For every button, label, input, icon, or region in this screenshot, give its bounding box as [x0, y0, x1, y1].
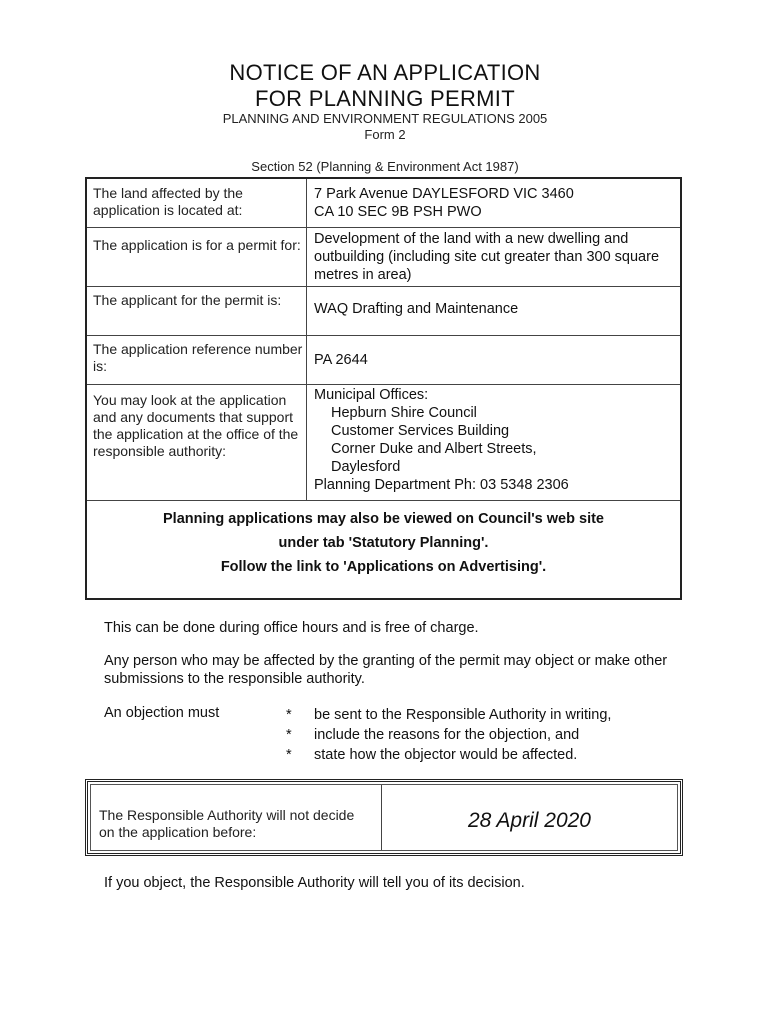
list-item	[286, 745, 611, 765]
reference-value: PA 2644	[314, 352, 368, 368]
decision-date-value: 28 April 2020	[468, 809, 591, 832]
regulations-subtitle: PLANNING AND ENVIRONMENT REGULATIONS 2005	[222, 111, 548, 126]
table-row-location	[87, 179, 680, 228]
form-number: Form 2	[364, 127, 406, 142]
objection-requirements-list	[286, 705, 611, 765]
table-row-reference	[87, 335, 680, 385]
list-item-text: include the reasons for the objection, and	[314, 727, 580, 743]
title-line-1: NOTICE OF AN APPLICATION	[229, 60, 541, 85]
list-item-text: state how the objector would be affected.	[314, 747, 578, 763]
street-address: Corner Duke and Albert Streets,	[331, 441, 537, 457]
reference-label: The application reference number is:	[93, 341, 303, 374]
town-name: Daylesford	[331, 459, 401, 475]
website-notice-line: Planning applications may also be viewed on Council's web site	[163, 511, 604, 527]
office-heading: Municipal Offices:	[314, 387, 429, 403]
parcel-line: CA 10 SEC 9B PSH PWO	[314, 204, 482, 220]
website-notice-line: Follow the link to 'Applications on Advertising'.	[220, 559, 547, 575]
decision-date-inner-border	[90, 784, 678, 851]
list-item	[286, 725, 611, 745]
purpose-label: The application is for a permit for:	[93, 237, 301, 253]
bullet-marker: *	[286, 747, 292, 763]
closing-text: If you object, the Responsible Authority will tell you of its decision.	[104, 875, 525, 891]
department-phone: Planning Department Ph: 03 5348 2306	[314, 477, 569, 493]
decision-date-label: The Responsible Authority will not decide on the application before:	[99, 807, 355, 840]
applicant-value: WAQ Drafting and Maintenance	[314, 301, 519, 317]
objection-requirements-label: An objection must	[104, 705, 220, 721]
address-line: 7 Park Avenue DAYLESFORD VIC 3460	[314, 186, 574, 202]
objection-intro-text: Any person who may be affected by the granting of the permit may object or make other submissions to the responsible authority.	[104, 653, 668, 687]
website-notice-line: under tab 'Statutory Planning'.	[278, 535, 489, 551]
table-row-inspection	[87, 384, 680, 501]
purpose-value: Development of the land with a new dwelling and outbuilding (including site cut greater than 300 square metres in area)	[314, 231, 660, 283]
bullet-marker: *	[286, 707, 292, 723]
location-label: The land affected by the application is located at:	[93, 185, 243, 218]
table-row-purpose	[87, 227, 680, 287]
act-section: Section 52 (Planning & Environment Act 1987)	[251, 159, 519, 174]
applicant-label: The applicant for the permit is:	[93, 292, 282, 308]
building-name: Customer Services Building	[331, 423, 510, 439]
list-item	[286, 705, 611, 725]
application-details-table	[85, 177, 682, 600]
table-row-applicant	[87, 286, 680, 336]
bullet-marker: *	[286, 727, 292, 743]
list-item-text: be sent to the Responsible Authority in writing,	[314, 707, 612, 723]
office-hours-text: This can be done during office hours and is free of charge.	[104, 620, 479, 636]
council-name: Hepburn Shire Council	[331, 405, 477, 421]
inspection-value	[314, 386, 684, 494]
inspection-label: You may look at the application and any documents that support the application at the office of the responsible authority:	[93, 392, 299, 459]
decision-date-box	[85, 779, 683, 856]
website-notice	[87, 507, 680, 579]
location-value	[314, 185, 684, 221]
title-line-2: FOR PLANNING PERMIT	[255, 86, 515, 111]
